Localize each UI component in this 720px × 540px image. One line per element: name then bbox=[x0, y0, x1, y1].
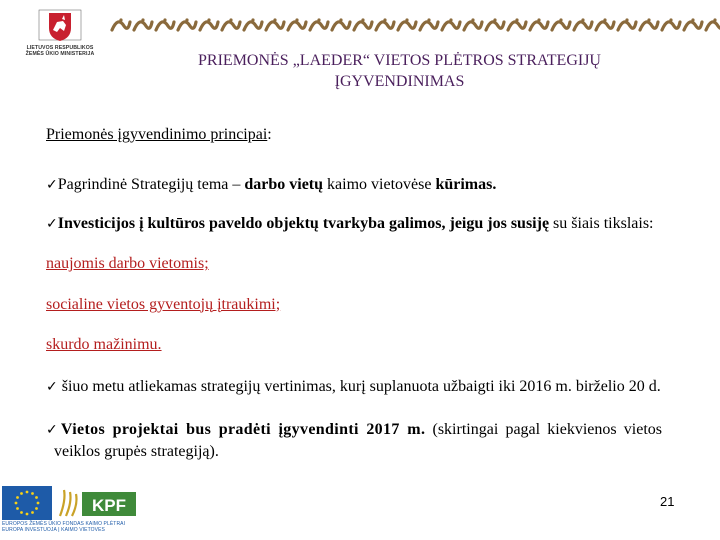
slide-body bbox=[46, 124, 662, 464]
footer-caption bbox=[2, 521, 142, 533]
bullet-1-bold-2: kūrimas. bbox=[435, 176, 497, 194]
title-line-1: PRIEMONĖS „LAEDER“ VIETOS PLĖTROS STRATEGIJŲ bbox=[198, 52, 601, 69]
footer-logos bbox=[0, 484, 142, 540]
section-heading bbox=[46, 124, 662, 146]
page-number: 21 bbox=[660, 494, 675, 509]
ministry-logo bbox=[10, 8, 110, 58]
slide-title bbox=[112, 51, 687, 93]
coat-of-arms-icon bbox=[35, 8, 85, 44]
kpf-logo bbox=[56, 486, 140, 520]
red-item-1: naujomis darbo vietomis; bbox=[46, 255, 209, 273]
decorative-border bbox=[110, 14, 720, 36]
ministry-line-1: LIETUVOS RESPUBLIKOS bbox=[26, 45, 94, 51]
bullet-1 bbox=[46, 174, 662, 196]
ministry-line-2: ŽEMĖS ŪKIO MINISTERIJA bbox=[25, 50, 95, 57]
bullet-4 bbox=[46, 419, 662, 464]
check-icon: ✓ bbox=[46, 215, 58, 232]
bullet-2-bold: Investicijos į kultūros paveldo objektų tvarkyba galimos, jeigu jos susiję bbox=[57, 214, 550, 232]
bullet-3 bbox=[46, 376, 662, 398]
bullet-2-rest: su šiais tikslais: bbox=[549, 214, 654, 232]
bullet-4-bold: Vietos projektai bus pradėti įgyvendinti 2017 m. bbox=[60, 420, 426, 438]
red-item-2: socialine vietos gyventojų įtraukimi; bbox=[46, 295, 281, 313]
bullet-4-rest: (skirtingai pagal kiekvienos vietos veiklos grupės strategiją). bbox=[54, 420, 663, 461]
title-line-2: ĮGYVENDINIMAS bbox=[334, 72, 465, 90]
red-item-3: skurdo mažinimu. bbox=[46, 335, 162, 353]
check-icon: ✓ bbox=[46, 421, 61, 438]
footer-line-1: EUROPOS ŽEMĖS ŪKIO FONDAS KAIMO PLĖTRAI bbox=[2, 521, 126, 527]
eu-flag-icon bbox=[2, 486, 52, 520]
bullet-1-pre: Pagrindinė Strategijų tema – bbox=[57, 176, 245, 194]
section-heading-colon: : bbox=[267, 126, 272, 143]
check-icon: ✓ bbox=[46, 379, 58, 396]
check-icon: ✓ bbox=[46, 177, 58, 194]
kpf-logo-text: KPF bbox=[92, 496, 126, 515]
footer-line-2: EUROPA INVESTUOJA Į KAIMO VIETOVES bbox=[2, 527, 105, 533]
bullet-1-bold-1: darbo vietų bbox=[244, 176, 324, 194]
bullet-1-mid: kaimo vietovėse bbox=[323, 176, 436, 194]
bullet-3-text: šiuo metu atliekamas strategijų vertinimas, kurį suplanuota užbaigti iki 2016 m. birželio 20 d. bbox=[57, 378, 661, 396]
section-heading-text: Priemonės įgyvendinimo principai bbox=[46, 126, 268, 143]
bullet-2 bbox=[46, 213, 662, 235]
